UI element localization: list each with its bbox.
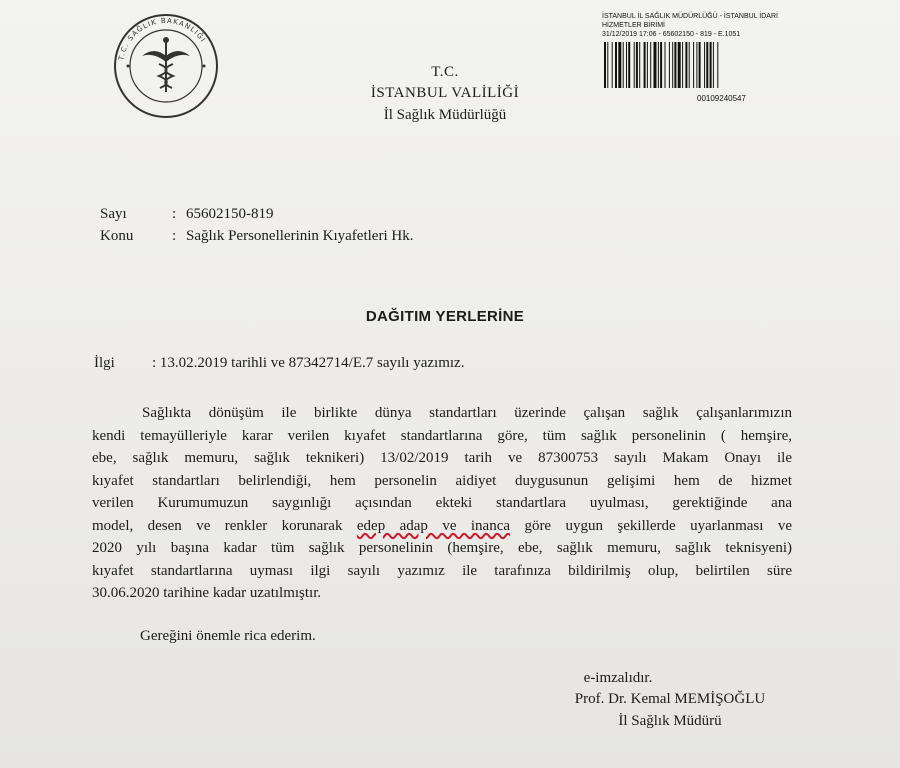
barcode-bar <box>636 42 638 88</box>
barcode-bar <box>672 42 673 88</box>
ilgi-label: İlgi <box>94 355 115 371</box>
konu-value: Sağlık Personellerinin Kıyafetleri Hk. <box>186 228 414 244</box>
barcode-bar <box>644 42 646 88</box>
barcode-bar <box>660 42 662 88</box>
body-line: kıyafet standartları belirlendiği, hem personelin aidiyet duygusunun gelişimi hem de hizmet <box>92 472 792 489</box>
body-text: göre uygun şekillerde uyarlanması ve <box>524 517 792 534</box>
konu-label: Konu <box>100 228 134 244</box>
barcode-bar <box>639 42 640 88</box>
barcode-bar <box>689 42 690 88</box>
sayi-label: Sayı <box>100 206 127 222</box>
barcode-line2: HİZMETLER BİRİMİ <box>602 22 666 29</box>
barcode-bar <box>634 42 635 88</box>
body-line: verilen Kurumumuzun saygınlığı açısından ekteki standartlara uyulması, gerektiğinde ana <box>92 495 792 511</box>
signatory-title: İl Sağlık Müdürü <box>618 713 722 729</box>
barcode-bar <box>623 42 624 88</box>
body-text: model, desen ve renkler korunarak <box>92 517 343 534</box>
header-tc: T.C. <box>431 64 459 80</box>
sayi-value: 65602150-819 <box>186 206 274 222</box>
body-line: 2020 yılı başına kadar tüm sağlık personelinin (hemşire, ebe, sağlık memuru, sağlık teknisyeni) <box>92 540 792 556</box>
highlighted-phrase: edep adap ve inanca <box>356 517 511 534</box>
barcode-bar <box>607 42 608 88</box>
barcode-bar <box>699 42 701 88</box>
barcode-line3: 31/12/2019 17:06 - 65602150 - 819 - E.1051 <box>602 31 741 38</box>
distribution-heading: DAĞITIM YERLERİNE <box>365 308 525 325</box>
barcode-bar <box>713 42 714 88</box>
closing-line: Gereğini önemle rica ederim. <box>140 628 316 644</box>
barcode-bar <box>647 42 648 88</box>
barcode-bar <box>628 42 630 88</box>
body-line: ebe, sağlık memuru, sağlık teknikeri) 13/02/2019 tarih ve 87300753 sayılı Makam Onayı ile <box>92 450 792 466</box>
barcode-bar <box>626 42 627 88</box>
barcode-bar <box>650 42 651 88</box>
barcode-line1: İSTANBUL İL SAĞLIK MÜDÜRLÜĞÜ - İSTANBUL İDARİ <box>602 13 778 20</box>
body-line: kendi temayülleriyle karar verilen kıyafet standartlarına göre, tüm sağlık personelinin ( hemşire, <box>92 427 792 444</box>
barcode-bar <box>696 42 697 88</box>
barcode-bar <box>710 42 712 88</box>
barcode-bar <box>612 42 613 88</box>
barcode-bar <box>717 42 718 88</box>
svg-text:T.C. SAĞLIK BAKANLIĞI: T.C. SAĞLIK BAKANLIĞI <box>117 16 208 61</box>
sayi-colon: : <box>172 206 177 222</box>
body-line: 30.06.2020 tarihine kadar uzatılmıştır. <box>92 585 322 601</box>
ilgi-value: : 13.02.2019 tarihli ve 87342714/E.7 sayılı yazımız. <box>152 355 465 371</box>
body-line <box>92 515 792 538</box>
barcode-bar <box>604 42 606 88</box>
body-line: kıyafet standartlarına uyması ilgi sayılı yazımız ile tarafınıza bildirilmiş olup, belirtilen süre <box>92 562 792 579</box>
barcode-bar <box>674 42 676 88</box>
barcode-bar <box>682 42 683 88</box>
barcode-number: 00109240547 <box>697 94 746 103</box>
e-signature-note: e-imzalıdır. <box>583 670 653 686</box>
barcode-bar <box>678 42 681 88</box>
barcode-bar <box>618 42 621 88</box>
body-line: Sağlıkta dönüşüm ile birlikte dünya standartları üzerinde çalışan sağlık çalışanlarımızın <box>142 405 792 421</box>
barcode-bar <box>685 42 687 88</box>
barcode-bar <box>665 42 666 88</box>
ministry-seal-icon <box>112 12 220 120</box>
barcode-bar <box>654 42 657 88</box>
barcode-bar <box>704 42 705 88</box>
konu-colon: : <box>172 228 177 244</box>
header-valilik: İSTANBUL VALİLİĞİ <box>370 85 520 101</box>
header-mudurluk: İl Sağlık Müdürlüğü <box>383 107 507 123</box>
barcode-bar <box>669 42 670 88</box>
barcode-bar <box>658 42 659 88</box>
barcode-block <box>602 12 802 103</box>
barcode-bar <box>706 42 708 88</box>
barcode-bar <box>693 42 694 88</box>
barcode-icon <box>602 42 798 88</box>
barcode-bar <box>615 42 617 88</box>
signatory-name: Prof. Dr. Kemal MEMİŞOĞLU <box>574 691 766 707</box>
body-paragraph <box>92 402 792 605</box>
